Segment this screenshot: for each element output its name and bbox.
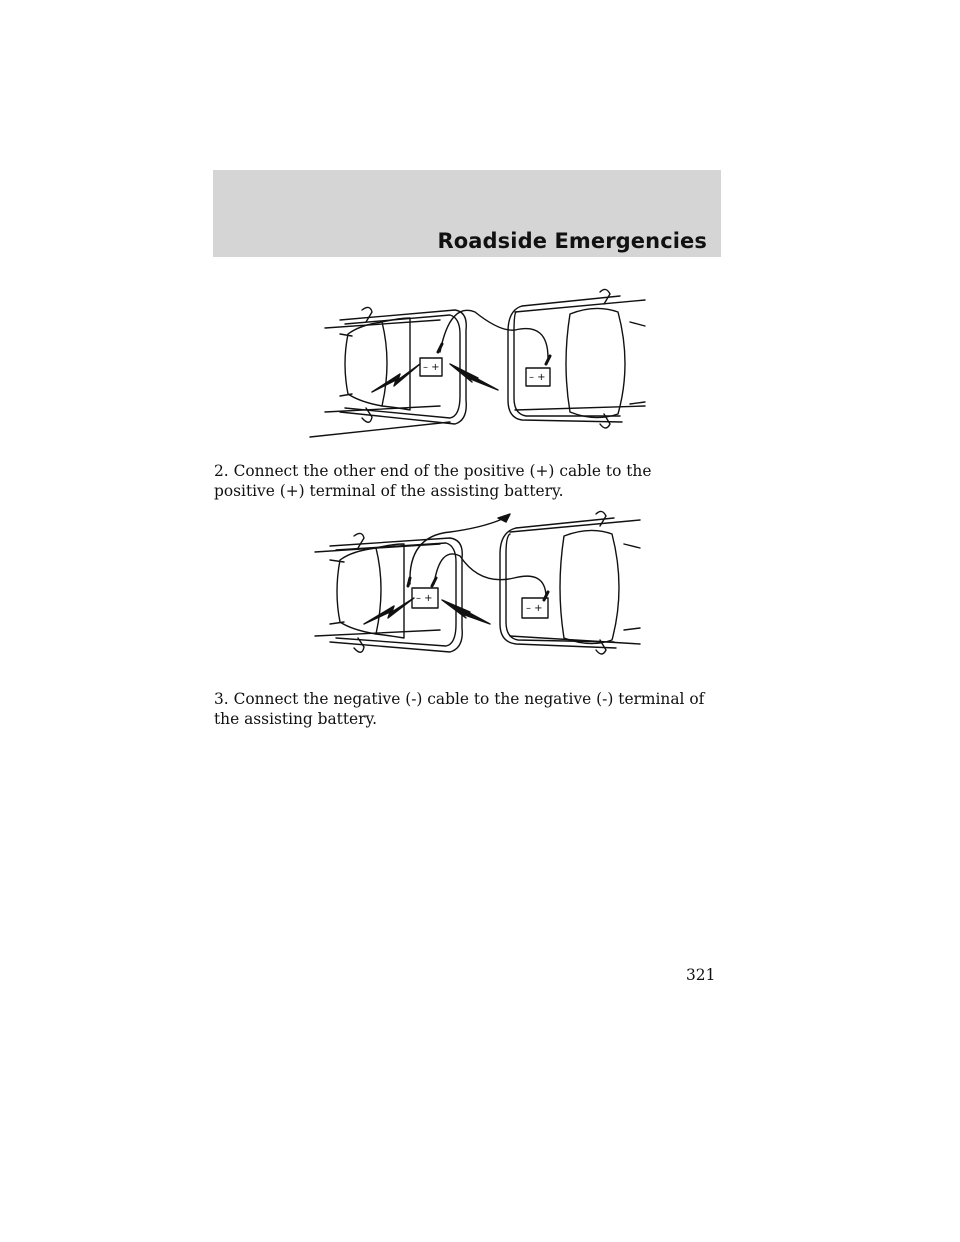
assisting-car-illustration [500,511,640,654]
svg-text:– +: – + [526,603,543,614]
disabled-car-illustration [310,307,466,437]
section-header [213,170,721,257]
battery-icon-left [412,588,438,608]
step-3-instruction: 3. Connect the negative (-) cable to the negative (-) terminal of the assisting battery. [214,690,705,728]
svg-text:– +: – + [423,362,440,373]
step-2-instruction: 2. Connect the other end of the positive (+) cable to the positive (+) terminal of the assisting battery. [214,462,652,500]
battery-icon-left [420,358,442,376]
jumper-cable [434,554,546,596]
page-number: 321 [686,966,716,984]
jumper-cable [440,310,548,358]
section-title: Roadside Emergencies [437,229,707,253]
svg-text:– +: – + [529,372,546,383]
spark-icon [450,364,498,390]
spark-icon [442,600,490,624]
svg-text:– +: – + [416,593,433,604]
battery-icon-right [526,368,550,386]
jump-start-diagram-2 [300,506,660,668]
disabled-car-illustration [315,533,462,652]
assisting-car-illustration [508,289,645,428]
spark-icon [364,598,414,624]
spark-icon [372,364,420,392]
jump-start-diagram-1 [300,282,660,444]
